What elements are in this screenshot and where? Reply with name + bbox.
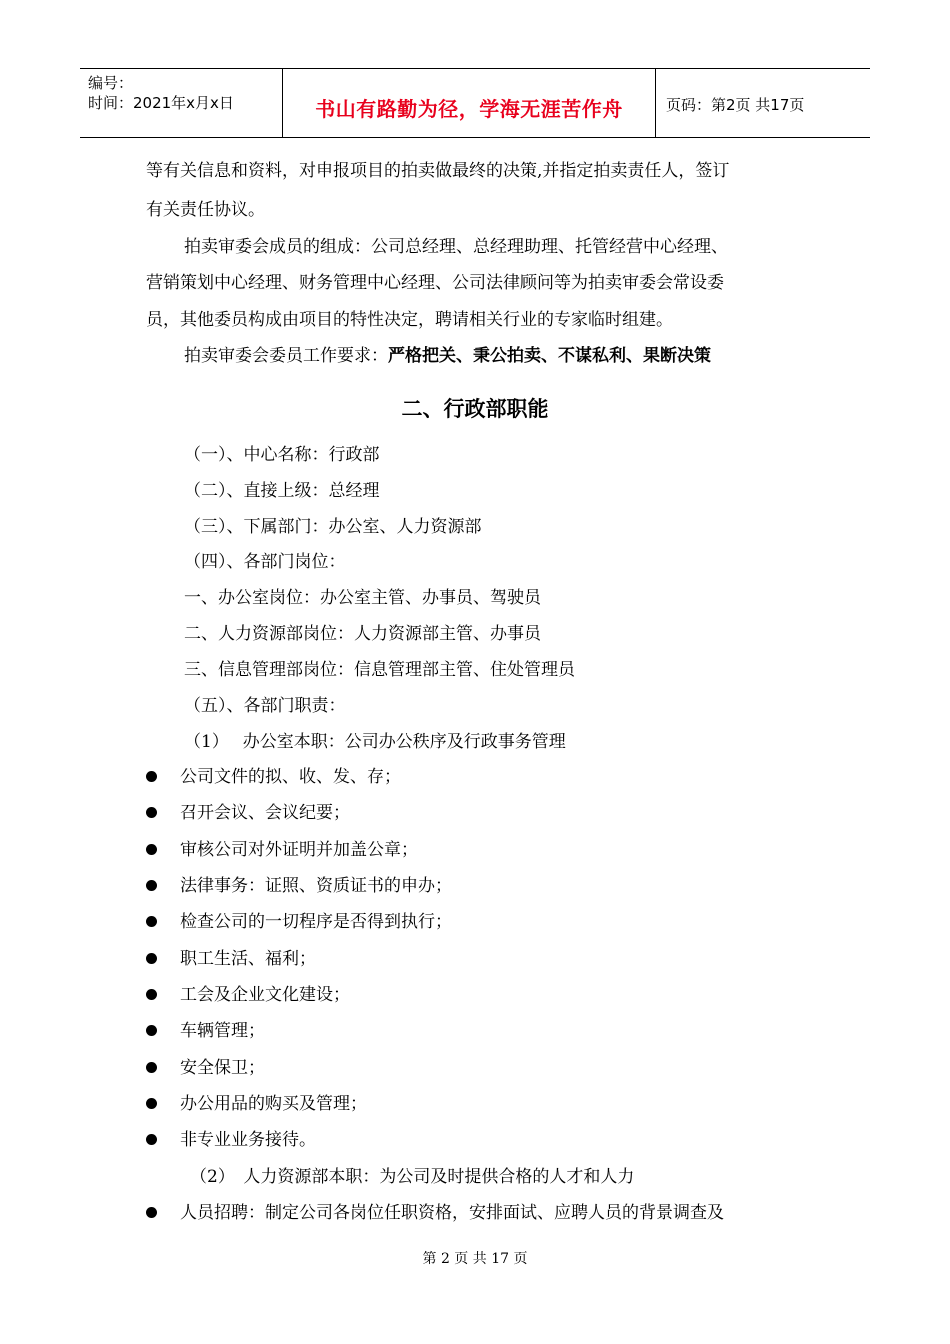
paragraph-line: 员，其他委员构成由项目的特性决定，聘请相关行业的专家临时组建。 bbox=[146, 310, 673, 330]
page-footer: 第 2 页 共 17 页 bbox=[422, 1251, 528, 1267]
bullet-item: 工会及企业文化建设； bbox=[180, 985, 350, 1005]
bullet-icon bbox=[146, 880, 157, 891]
paragraph-line: 营销策划中心经理、财务管理中心经理、公司法律顾问等为拍卖审委会常设委 bbox=[146, 273, 724, 293]
bullet-icon bbox=[146, 1062, 157, 1073]
bullet-item: 职工生活、福利； bbox=[180, 949, 316, 969]
section-title: 二、行政部职能 bbox=[401, 397, 549, 421]
paragraph-line: 拍卖审委会成员的组成：公司总经理、总经理助理、托管经营中心经理、 bbox=[184, 237, 728, 257]
subsection-heading: （2） 人力资源部本职：为公司及时提供合格的人才和人力 bbox=[190, 1167, 635, 1187]
bullet-icon bbox=[146, 953, 157, 964]
bullet-icon bbox=[146, 916, 157, 927]
header-page-code: 页码：第2页 共17页 bbox=[666, 96, 805, 114]
list-item: （四）、各部门岗位： bbox=[184, 552, 346, 572]
document-time-label: 时间：2021年x月x日 bbox=[88, 94, 234, 112]
bullet-icon bbox=[146, 771, 157, 782]
header-motto-cell bbox=[282, 69, 656, 137]
bullet-icon bbox=[146, 844, 157, 855]
bullet-icon bbox=[146, 1025, 157, 1036]
bullet-icon bbox=[146, 807, 157, 818]
list-item: 一、办公室岗位：办公室主管、办事员、驾驶员 bbox=[184, 588, 541, 608]
bullet-icon bbox=[146, 989, 157, 1000]
bullet-icon bbox=[146, 1098, 157, 1109]
bullet-icon bbox=[146, 1134, 157, 1145]
header-motto: 书山有路勤为径，学海无涯苦作舟 bbox=[315, 97, 623, 121]
list-item: （三）、下属部门：办公室、人力资源部 bbox=[184, 517, 482, 537]
document-number-label: 编号： bbox=[88, 74, 134, 92]
list-item: （五）、各部门职责： bbox=[184, 696, 346, 716]
page-header bbox=[80, 68, 870, 138]
paragraph-line: 有关责任协议。 bbox=[146, 200, 265, 220]
list-item: 二、人力资源部岗位：人力资源部主管、办事员 bbox=[184, 624, 541, 644]
list-item: 三、信息管理部岗位：信息管理部主管、住处管理员 bbox=[184, 660, 575, 680]
bullet-item: 车辆管理； bbox=[180, 1021, 265, 1041]
bullet-item: 召开会议、会议纪要； bbox=[180, 803, 350, 823]
bullet-icon bbox=[146, 1207, 157, 1218]
bullet-item: 安全保卫； bbox=[180, 1058, 265, 1078]
bullet-item: 公司文件的拟、收、发、存； bbox=[180, 767, 401, 787]
header-page-cell bbox=[656, 69, 870, 137]
bullet-item: 非专业业务接待。 bbox=[180, 1130, 316, 1150]
list-item: （1） 办公室本职：公司办公秩序及行政事务管理 bbox=[184, 732, 566, 752]
paragraph-line: 等有关信息和资料，对申报项目的拍卖做最终的决策,并指定拍卖责任人，签订 bbox=[146, 161, 730, 181]
list-item: （一）、中心名称：行政部 bbox=[184, 445, 380, 465]
bullet-item: 人员招聘：制定公司各岗位任职资格，安排面试、应聘人员的背景调查及 bbox=[180, 1203, 724, 1223]
bullet-item: 办公用品的购买及管理； bbox=[180, 1094, 367, 1114]
list-item: （二）、直接上级：总经理 bbox=[184, 481, 380, 501]
header-meta bbox=[80, 69, 282, 137]
bullet-item: 检查公司的一切程序是否得到执行； bbox=[180, 912, 452, 932]
requirements-label: 拍卖审委会委员工作要求： bbox=[184, 346, 388, 366]
bullet-item: 法律事务：证照、资质证书的申办； bbox=[180, 876, 452, 896]
bullet-item: 审核公司对外证明并加盖公章； bbox=[180, 840, 418, 860]
requirements-text: 严格把关、秉公拍卖、不谋私利、果断决策 bbox=[388, 346, 711, 366]
paragraph-line bbox=[184, 345, 711, 367]
